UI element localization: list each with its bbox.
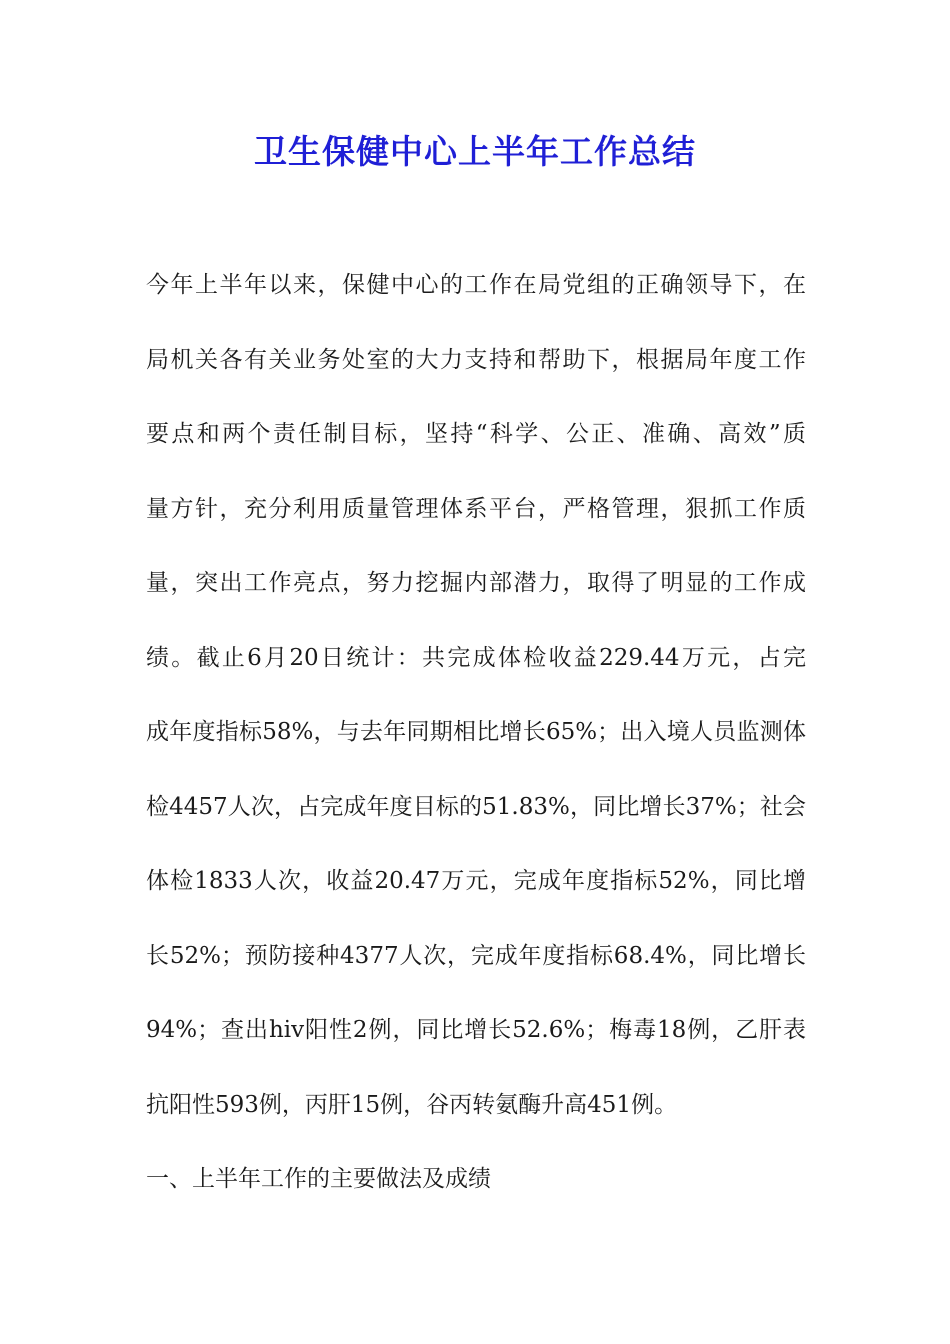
- paragraph-line: 局机关各有关业务处室的大力支持和帮助下，根据局年度工作: [146, 346, 806, 373]
- paragraph-line: 今年上半年以来，保健中心的工作在局党组的正确领导下，在: [146, 272, 806, 298]
- paragraph-line: 成年度指标58%，与去年同期相比增长65%；出入境人员监测体: [146, 719, 806, 745]
- paragraph-line: 量方针，充分利用质量管理体系平台，严格管理，狠抓工作质: [146, 495, 806, 522]
- paragraph-line: 检4457人次，占完成年度目标的51.83%，同比增长37%；社会: [146, 793, 806, 820]
- paragraph-line: 抗阳性593例，丙肝15例，谷丙转氨酶升高451例。: [146, 1091, 678, 1118]
- paragraph-line: 量，突出工作亮点，努力挖掘内部潜力，取得了明显的工作成: [146, 570, 806, 596]
- body-paragraph: [146, 260, 806, 1154]
- paragraph-line: 绩。截止6月20日统计：共完成体检收益229.44万元，占完: [146, 644, 806, 671]
- paragraph-line: 长52%；预防接种4377人次，完成年度指标68.4%，同比增长: [146, 942, 806, 969]
- section-heading: 一、上半年工作的主要做法及成绩: [146, 1166, 491, 1192]
- paragraph-line: 体检1833人次，收益20.47万元，完成年度指标52%，同比增: [146, 868, 806, 894]
- paragraph-line: 要点和两个责任制目标，坚持“科学、公正、准确、高效”质: [146, 421, 806, 447]
- paragraph-line: 94%；查出hiv阳性2例，同比增长52.6%；梅毒18例，乙肝表: [146, 1017, 806, 1043]
- document-title: 卫生保健中心上半年工作总结: [254, 132, 696, 171]
